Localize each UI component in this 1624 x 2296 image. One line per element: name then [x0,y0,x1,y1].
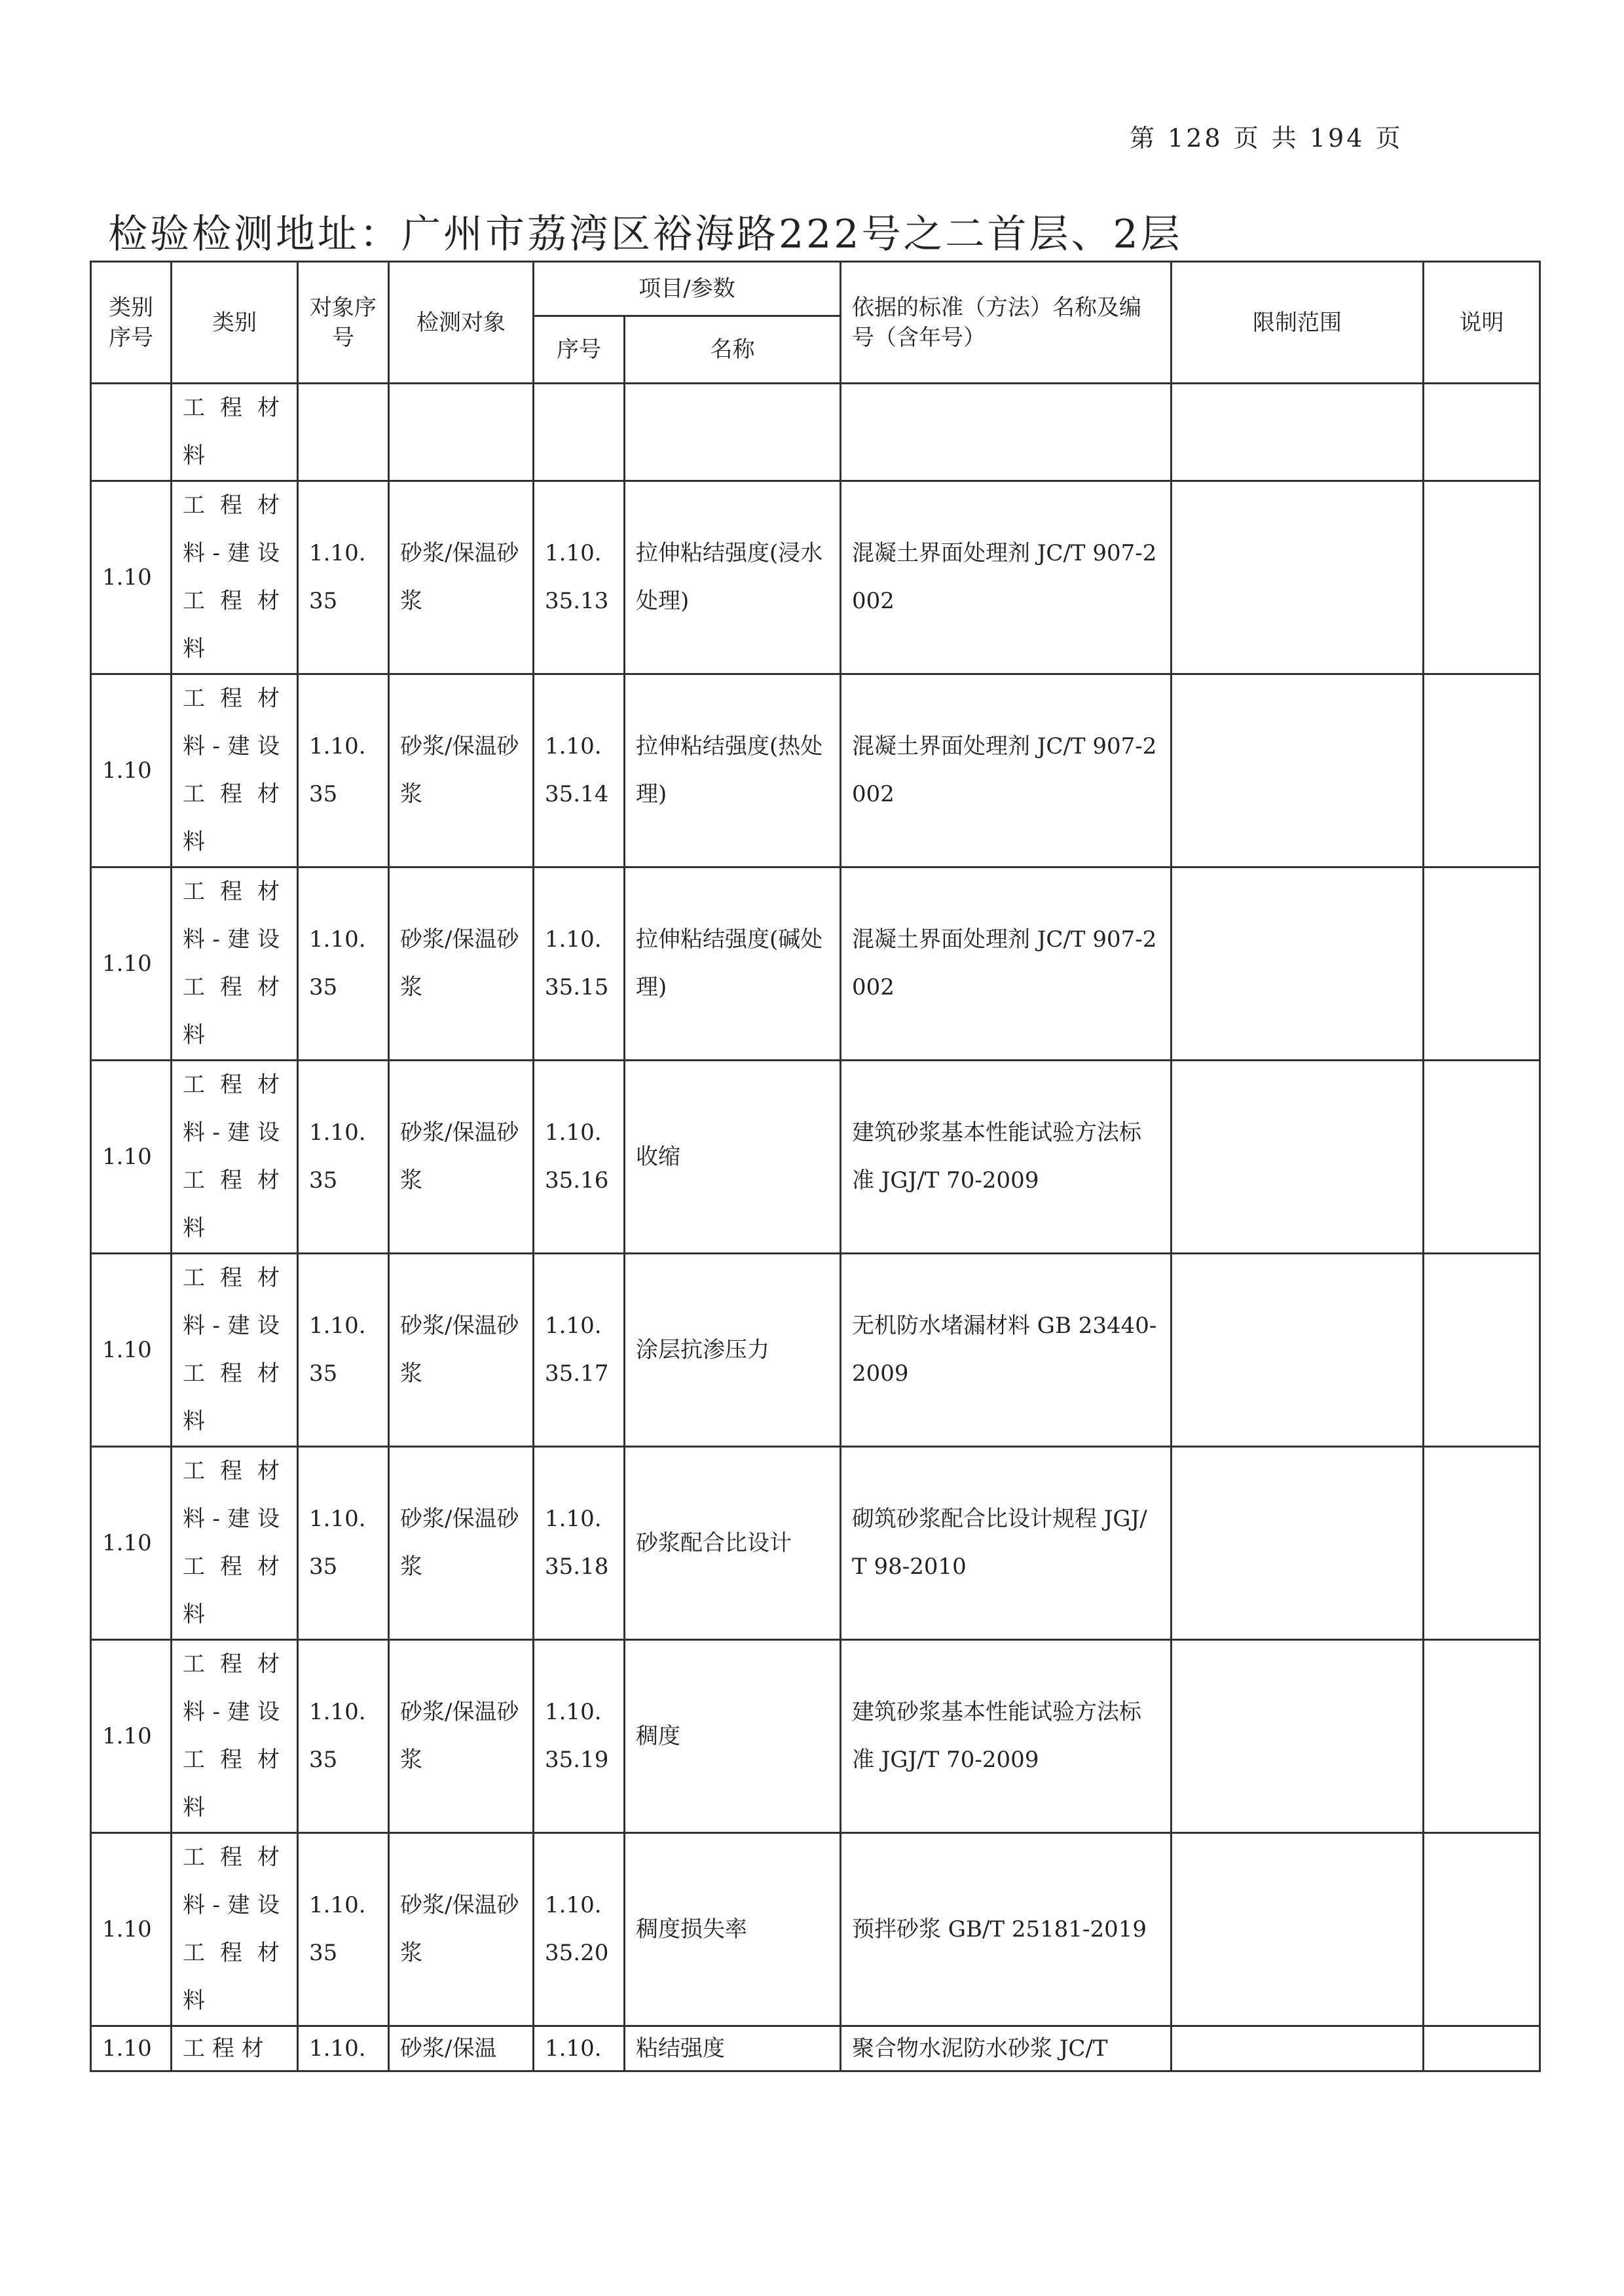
cell-standard: 无机防水堵漏材料 GB 23440-2009 [841,1254,1172,1447]
cell-category-text: 工 程 材 料-建设 工 程 材 料 [183,1844,280,2014]
page-number: 第 128 页 共 194 页 [1130,124,1403,153]
cell-limit [1172,1061,1424,1254]
cell-item-no: 1.10. 35.20 [534,1833,625,2026]
cell-test-object: 砂浆/保温砂浆 [389,1640,534,1833]
cell-category-text: 工 程 材 料-建设 工 程 材 料 [183,879,280,1048]
cell-object-no: 1.10. 35 [298,481,389,674]
cell-item-name: 拉伸粘结强度(碱处理) [625,867,841,1061]
cell-item-name: 稠度 [625,1640,841,1833]
cell-item-no [534,384,625,481]
cell-standard: 混凝土界面处理剂 JC/T 907-2002 [841,674,1172,867]
header-item-param: 项目/参数 [534,262,841,316]
cell-category-text: 工 程 材 料-建设 工 程 材 料 [183,492,280,662]
cell-standard: 建筑砂浆基本性能试验方法标准 JGJ/T 70-2009 [841,1640,1172,1833]
header-category: 类别 [172,262,298,384]
cell-category [172,1640,298,1833]
cell-item-no: 1.10. 35.17 [534,1254,625,1447]
cell-test-object: 砂浆/保温砂浆 [389,1447,534,1640]
table-row [91,674,1540,867]
cell-test-object: 砂浆/保温 [389,2026,534,2071]
cell-test-object: 砂浆/保温砂浆 [389,1833,534,2026]
cell-category-text: 工 程 材 料-建设 工 程 材 料 [183,1458,280,1628]
cell-standard: 混凝土界面处理剂 JC/T 907-2002 [841,481,1172,674]
cell-item-name: 拉伸粘结强度(浸水处理) [625,481,841,674]
cell-category-no: 1.10 [91,1833,172,2026]
header-test-object: 检测对象 [389,262,534,384]
cell-category-text: 工 程 材 料-建设 工 程 材 料 [183,1651,280,1821]
table-row [91,481,1540,674]
table-row [91,384,1540,481]
cell-category [172,2026,298,2071]
table-row [91,1061,1540,1254]
cell-remark [1424,1833,1540,2026]
cell-object-no: 1.10. 35 [298,674,389,867]
cell-standard: 建筑砂浆基本性能试验方法标准 JGJ/T 70-2009 [841,1061,1172,1254]
cell-category-no: 1.10 [91,1254,172,1447]
cell-object-no: 1.10. 35 [298,867,389,1061]
cell-remark [1424,867,1540,1061]
cell-remark [1424,1640,1540,1833]
cell-remark [1424,1254,1540,1447]
cell-remark [1424,674,1540,867]
cell-category-text: 工 程 材 料 [183,395,280,469]
cell-category-no [91,384,172,481]
header-item-name: 名称 [625,316,841,384]
cell-limit [1172,1254,1424,1447]
cell-category [172,1254,298,1447]
cell-item-name [625,384,841,481]
cell-category-no: 1.10 [91,674,172,867]
cell-limit [1172,1447,1424,1640]
cell-standard: 预拌砂浆 GB/T 25181-2019 [841,1833,1172,2026]
cell-item-name: 砂浆配合比设计 [625,1447,841,1640]
cell-test-object: 砂浆/保温砂浆 [389,1254,534,1447]
table-row [91,867,1540,1061]
cell-item-no: 1.10. 35.16 [534,1061,625,1254]
cell-remark [1424,481,1540,674]
cell-category-no: 1.10 [91,2026,172,2071]
cell-limit [1172,1640,1424,1833]
cell-category [172,1447,298,1640]
cell-item-no: 1.10. 35.14 [534,674,625,867]
cell-standard [841,384,1172,481]
cell-object-no: 1.10. 35 [298,1833,389,2026]
cell-limit [1172,2026,1424,2071]
cell-limit [1172,867,1424,1061]
header-limit: 限制范围 [1172,262,1424,384]
header-object-no: 对象序号 [298,262,389,384]
table-row [91,2026,1540,2071]
cell-category-text: 工 程 材 料-建设 工 程 材 料 [183,1072,280,1241]
cell-item-no: 1.10. 35.13 [534,481,625,674]
table-body [91,384,1540,2071]
table-row [91,1640,1540,1833]
cell-object-no: 1.10. [298,2026,389,2071]
cell-item-name: 涂层抗渗压力 [625,1254,841,1447]
cell-item-no: 1.10. 35.18 [534,1447,625,1640]
header-remark: 说明 [1424,262,1540,384]
cell-category-no: 1.10 [91,481,172,674]
cell-limit [1172,1833,1424,2026]
cell-item-no: 1.10. 35.19 [534,1640,625,1833]
cell-category-text: 工 程 材 [183,2035,264,2062]
cell-test-object: 砂浆/保温砂浆 [389,867,534,1061]
table-header [91,262,1540,384]
cell-remark [1424,1061,1540,1254]
cell-category [172,1061,298,1254]
cell-object-no: 1.10. 35 [298,1254,389,1447]
header-standard: 依据的标准（方法）名称及编号（含年号） [841,262,1172,384]
cell-test-object: 砂浆/保温砂浆 [389,1061,534,1254]
cell-test-object [389,384,534,481]
cell-item-name: 粘结强度 [625,2026,841,2071]
cell-category [172,384,298,481]
table-row [91,1254,1540,1447]
cell-category-text: 工 程 材 料-建设 工 程 材 料 [183,1265,280,1434]
cell-remark [1424,2026,1540,2071]
cell-standard: 砌筑砂浆配合比设计规程 JGJ/T 98-2010 [841,1447,1172,1640]
cell-category [172,867,298,1061]
cell-category [172,674,298,867]
cell-item-name: 拉伸粘结强度(热处理) [625,674,841,867]
scope-table [90,261,1541,2072]
cell-standard: 混凝土界面处理剂 JC/T 907-2002 [841,867,1172,1061]
cell-item-no: 1.10. [534,2026,625,2071]
cell-limit [1172,481,1424,674]
cell-standard: 聚合物水泥防水砂浆 JC/T [841,2026,1172,2071]
cell-category [172,1833,298,2026]
cell-category-text: 工 程 材 料-建设 工 程 材 料 [183,685,280,855]
cell-category-no: 1.10 [91,1640,172,1833]
cell-category-no: 1.10 [91,1061,172,1254]
cell-object-no: 1.10. 35 [298,1447,389,1640]
cell-remark [1424,1447,1540,1640]
page-heading: 检验检测地址：广州市荔湾区裕海路222号之二首层、2层 [108,211,1183,257]
cell-item-name: 稠度损失率 [625,1833,841,2026]
cell-test-object: 砂浆/保温砂浆 [389,674,534,867]
cell-object-no: 1.10. 35 [298,1640,389,1833]
cell-category [172,481,298,674]
cell-remark [1424,384,1540,481]
header-category-no: 类别序号 [91,262,172,384]
header-item-no: 序号 [534,316,625,384]
cell-category-no: 1.10 [91,1447,172,1640]
cell-limit [1172,674,1424,867]
table-row [91,1833,1540,2026]
table-row [91,1447,1540,1640]
cell-limit [1172,384,1424,481]
cell-object-no: 1.10. 35 [298,1061,389,1254]
cell-item-name: 收缩 [625,1061,841,1254]
cell-test-object: 砂浆/保温砂浆 [389,481,534,674]
cell-item-no: 1.10. 35.15 [534,867,625,1061]
cell-category-no: 1.10 [91,867,172,1061]
cell-object-no [298,384,389,481]
